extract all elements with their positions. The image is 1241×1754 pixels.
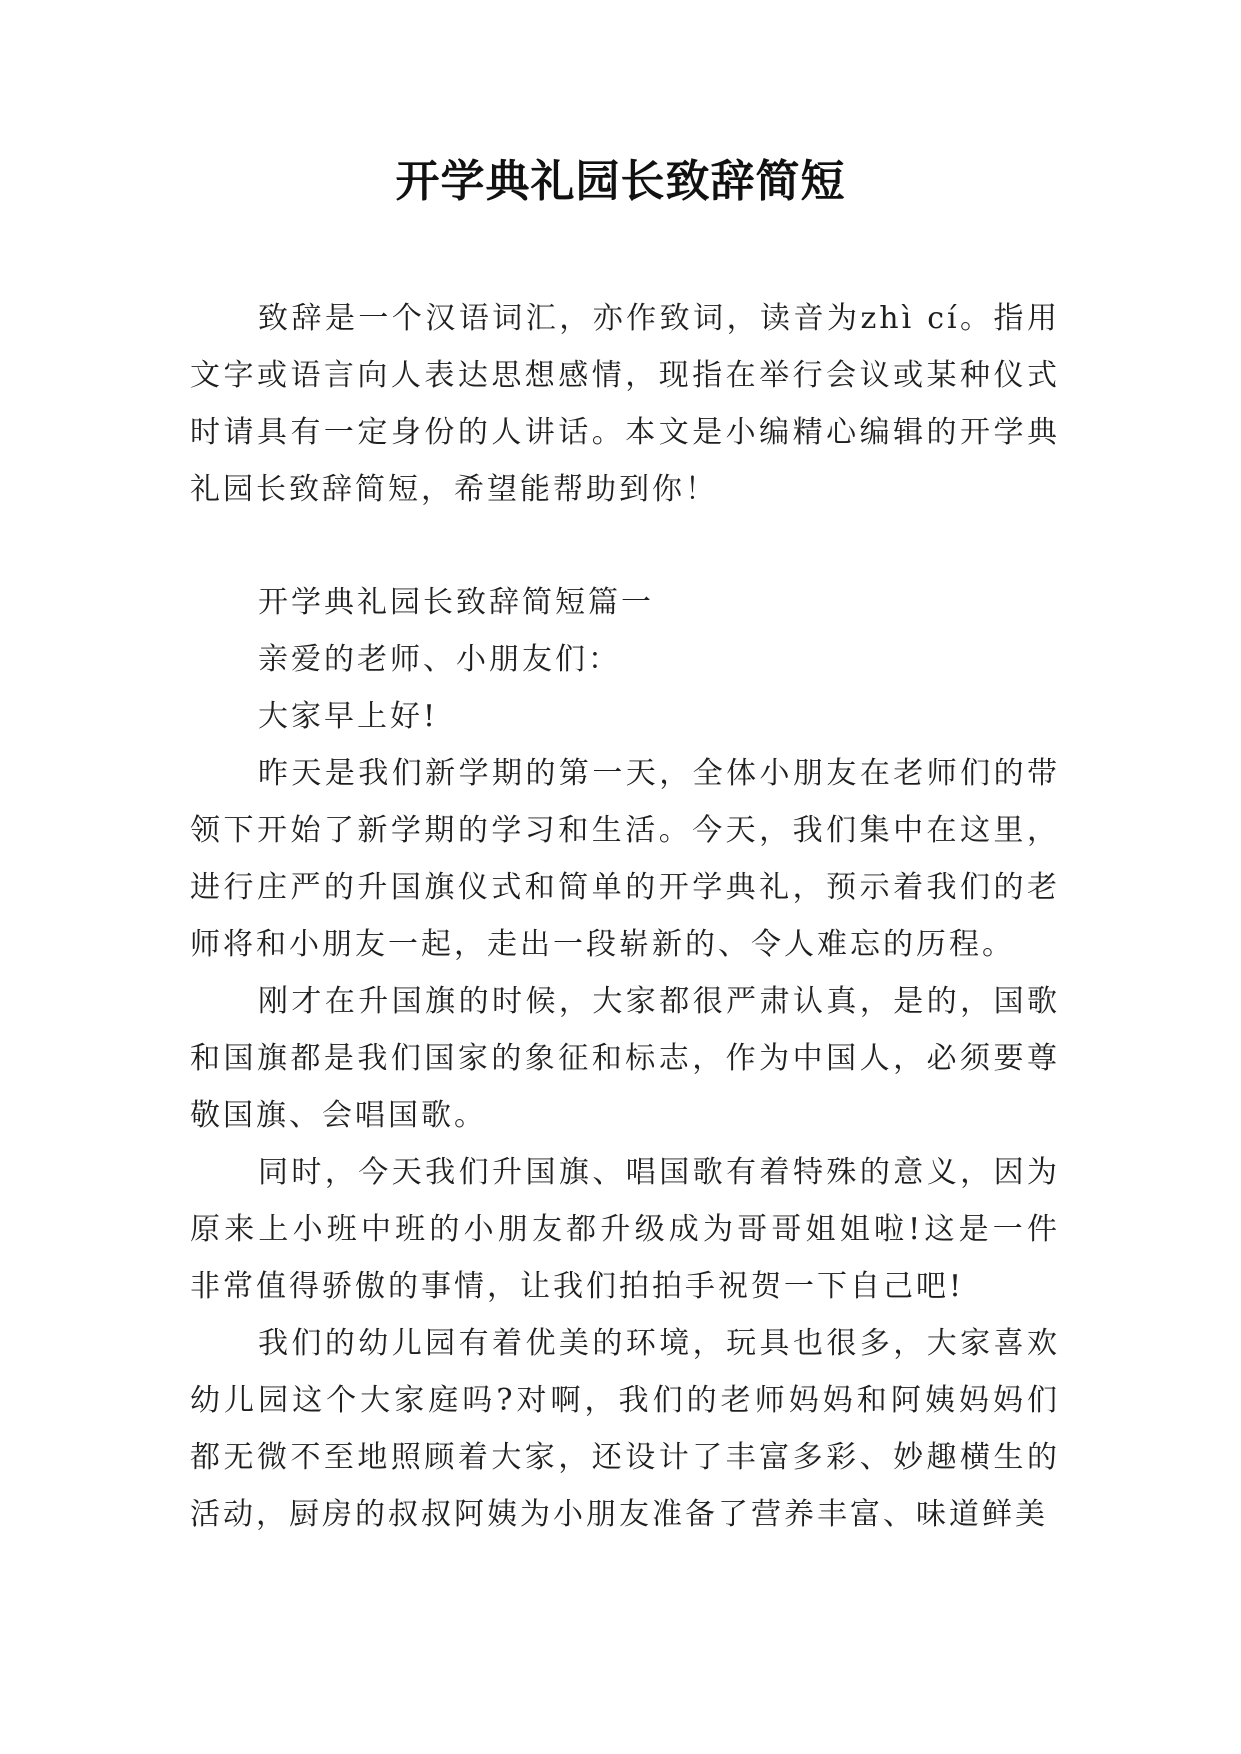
document-title: 开学典礼园长致辞简短 bbox=[395, 156, 846, 207]
body-paragraph: 昨天是我们新学期的第一天，全体小朋友在老师们的带领下开始了新学期的学习和生活。今天，我们集中在这里，进行庄严的升国旗仪式和简单的开学典礼，预示着我们的老师将和小朋友一起，走出一段崭新的、令人难忘的历程。 bbox=[190, 756, 1060, 962]
intro-paragraph: 致辞是一个汉语词汇，亦作致词，读音为zhì cí。指用文字或语言向人表达思想感情，现指在举行会议或某种仪式时请具有一定身份的人讲话。本文是小编精心编辑的开学典礼园长致辞简短，希望能帮助到你！ bbox=[190, 301, 1060, 507]
section-heading: 开学典礼园长致辞简短篇一 bbox=[258, 585, 654, 620]
body-paragraph: 同时，今天我们升国旗、唱国歌有着特殊的意义，因为原来上小班中班的小朋友都升级成为哥哥姐姐啦!这是一件非常值得骄傲的事情，让我们拍拍手祝贺一下自己吧! bbox=[190, 1155, 1060, 1304]
speech-body bbox=[190, 574, 1060, 1543]
body-paragraph: 刚才在升国旗的时候，大家都很严肃认真，是的，国歌和国旗都是我们国家的象征和标志，作为中国人，必须要尊敬国旗、会唱国歌。 bbox=[190, 984, 1060, 1133]
body-paragraph: 我们的幼儿园有着优美的环境，玩具也很多，大家喜欢幼儿园这个大家庭吗?对啊，我们的老师妈妈和阿姨妈妈们都无微不至地照顾着大家，还设计了丰富多彩、妙趣横生的活动，厨房的叔叔阿姨为小朋友准备了营养丰富、味道鲜美 bbox=[190, 1326, 1060, 1532]
greeting: 大家早上好! bbox=[258, 699, 439, 734]
salutation: 亲爱的老师、小朋友们： bbox=[258, 642, 621, 677]
